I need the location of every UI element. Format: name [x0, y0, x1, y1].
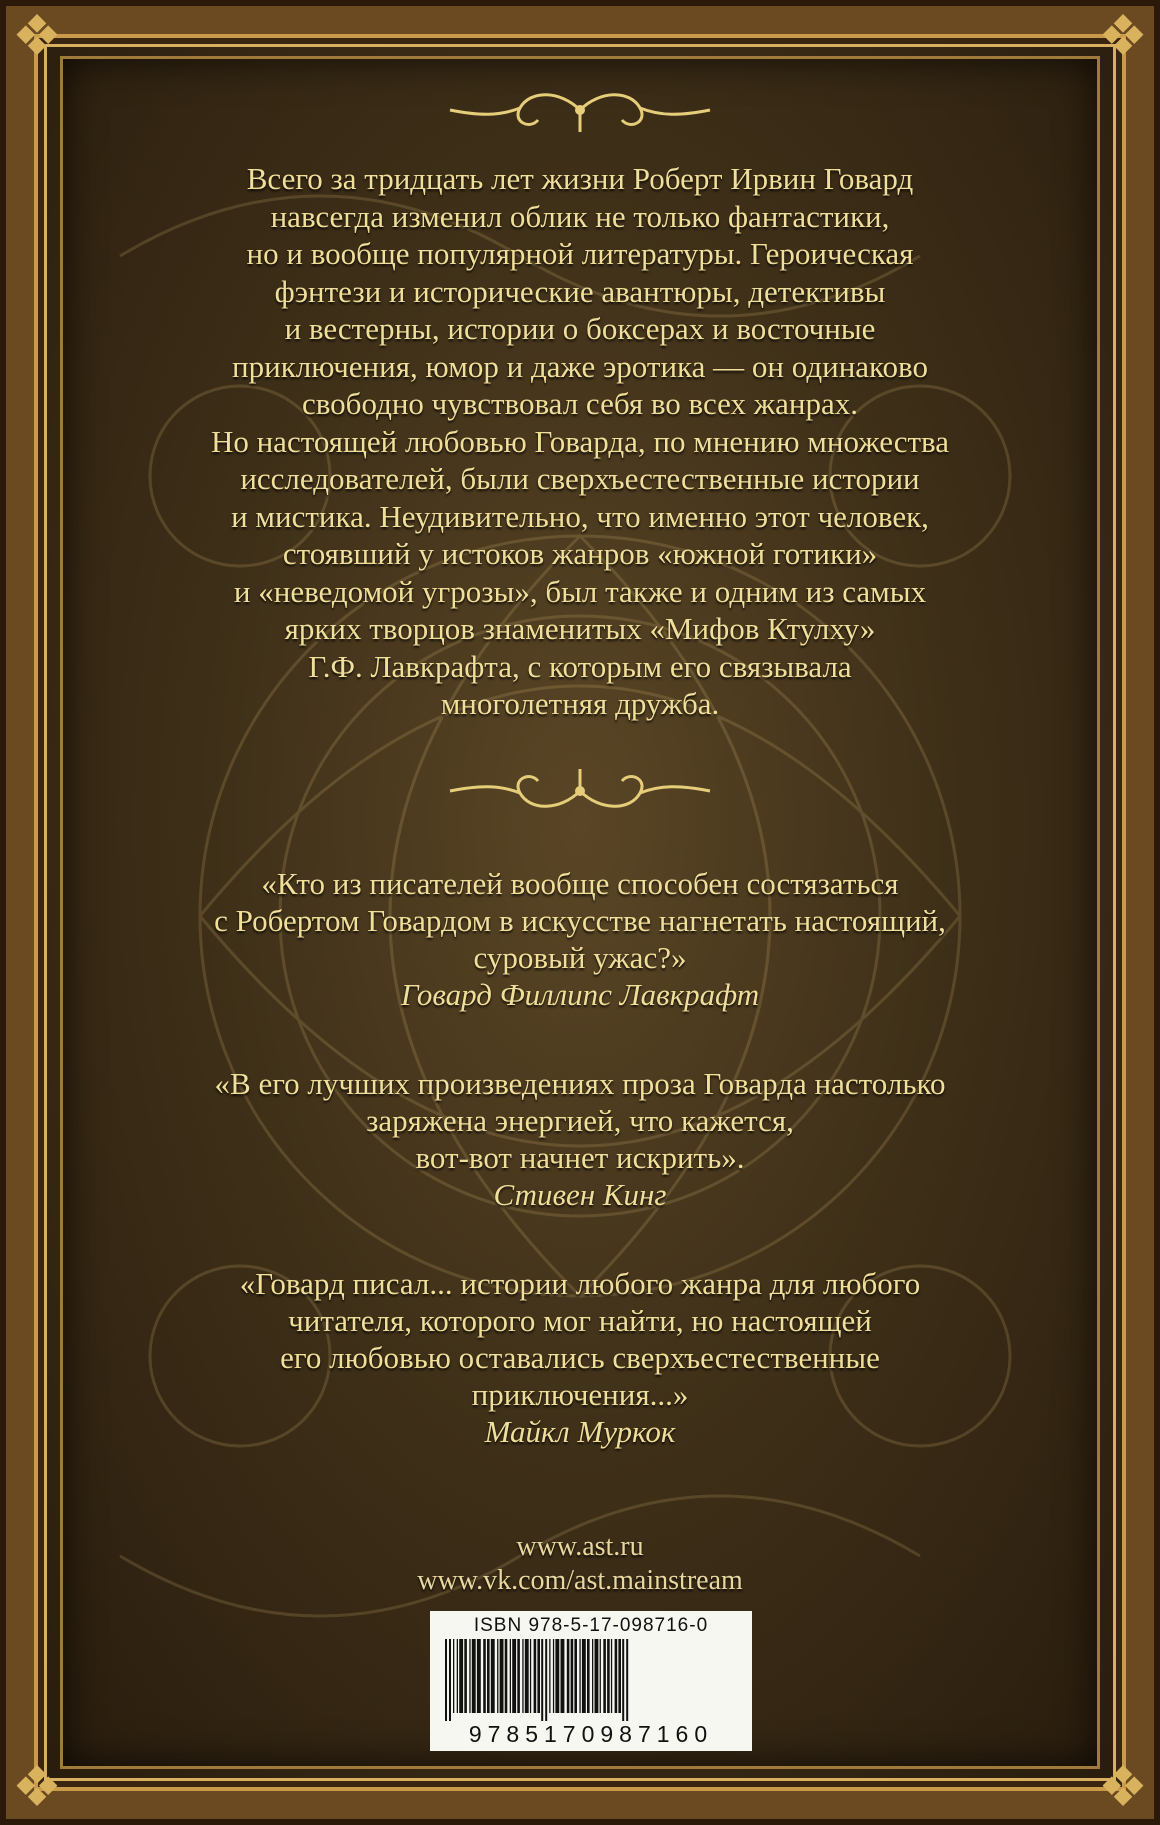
barcode-bar — [483, 1639, 486, 1713]
vk-link[interactable]: www.vk.com/ast.mainstream — [417, 1564, 743, 1596]
barcode-bars — [441, 1639, 741, 1721]
isbn-label: ISBN 978-5-17-098716-0 — [473, 1615, 709, 1636]
barcode-bar — [545, 1639, 547, 1721]
top-flourish-icon — [440, 80, 720, 140]
barcode-bar — [611, 1639, 612, 1713]
barcode-bar — [571, 1639, 574, 1713]
barcode-bar — [512, 1639, 516, 1713]
barcode-bar — [472, 1639, 476, 1713]
quote-author: Говард Филлипс Лавкрафт — [400, 976, 760, 1012]
corner-ornament-icon: ❖ — [11, 1757, 63, 1819]
barcode-digits: 9785170987160 — [468, 1721, 714, 1747]
publisher-links — [100, 1530, 1060, 1598]
barcode-bar — [517, 1639, 520, 1713]
barcode-bar — [561, 1639, 565, 1713]
barcode-bar — [497, 1639, 498, 1713]
book-blurb: Всего за тридцать лет жизни Роберт Ирвин Говард навсегда изменил облик не только фантастики, но и вообще популярной литературы. Героическая фэнтези и исторические авантюры, детективы и вестерны, истории о боксерах и восточные приключения, юмор и даже эротика — он одинаково свободно чувствовал себя во всех жанрах. Но настоящей любовью Говарда, по мнению множества исследователей, были сверхъестественные истории и мистика. Неудивительно, что именно этот человек, стоявший у истоков жанров «южной готики» и «неведомой угрозы», был также и одним из самых ярких творцов знаменитых «Мифов Ктулху» Г.Ф. Лавкрафта, с которым его связывала многолетняя дружба. — [210, 161, 950, 721]
barcode-bar — [537, 1639, 540, 1713]
barcode-bar — [530, 1639, 531, 1713]
barcode-bar — [534, 1639, 537, 1713]
barcode-bar — [555, 1639, 559, 1713]
site-link[interactable]: www.ast.ru — [516, 1530, 644, 1562]
quote-text: «Говард писал... истории любого жанра для любого читателя, которого мог найти, но настоящей его любовью оставались сверхъестественные приключения...» — [239, 1265, 921, 1412]
corner-ornament-icon: ❖ — [1097, 6, 1149, 68]
barcode-bar — [449, 1639, 451, 1721]
barcode-bar — [457, 1639, 458, 1713]
barcode-bar — [549, 1639, 550, 1713]
isbn-barcode — [430, 1611, 752, 1751]
quote-author: Майкл Муркок — [484, 1413, 676, 1449]
quote-block — [100, 1265, 1060, 1450]
barcode-bar — [626, 1639, 628, 1721]
middle-flourish-icon — [440, 761, 720, 821]
quote-author: Стивен Кинг — [493, 1176, 667, 1212]
barcode-bar — [522, 1639, 523, 1713]
cover-text-area — [100, 80, 1060, 1598]
barcode-bar — [459, 1639, 463, 1713]
barcode-bar — [595, 1639, 599, 1713]
barcode-bar — [500, 1639, 504, 1713]
barcode-bar — [487, 1639, 490, 1713]
barcode-bar — [579, 1639, 580, 1713]
barcode-bar — [567, 1639, 570, 1713]
barcode-bar — [541, 1639, 543, 1721]
quote-block — [100, 1065, 1060, 1213]
quote-block — [100, 865, 1060, 1013]
barcode-bar — [510, 1639, 511, 1713]
barcode-bar — [615, 1639, 618, 1713]
barcode-bar — [469, 1639, 470, 1713]
barcode-bar — [582, 1639, 586, 1713]
barcode-bar — [505, 1639, 508, 1713]
quote-text: «В его лучших произведениях проза Говарда настолько заряжена энергией, что кажется, вот-вот начнет искрить». — [214, 1065, 946, 1175]
barcode-bar — [553, 1639, 554, 1713]
barcode-bar — [607, 1639, 610, 1713]
barcode-bar — [445, 1639, 447, 1721]
barcode-bar — [592, 1639, 593, 1713]
barcode-bar — [603, 1639, 606, 1713]
barcode-bar — [525, 1639, 529, 1713]
barcode-bar — [587, 1639, 590, 1713]
corner-ornament-icon: ❖ — [1097, 1757, 1149, 1819]
barcode-bar — [491, 1639, 495, 1713]
barcode-bar — [464, 1639, 467, 1713]
barcode-bar — [622, 1639, 624, 1721]
barcode-bar — [477, 1639, 481, 1713]
corner-ornament-icon: ❖ — [11, 6, 63, 68]
barcode-bar — [618, 1639, 621, 1713]
barcode-bar — [574, 1639, 577, 1713]
quote-text: «Кто из писателей вообще способен состязаться с Робертом Говардом в искусстве нагнетать настоящий, суровый ужас?» — [214, 865, 946, 975]
barcode-bar — [600, 1639, 601, 1713]
barcode-bar — [453, 1639, 454, 1713]
